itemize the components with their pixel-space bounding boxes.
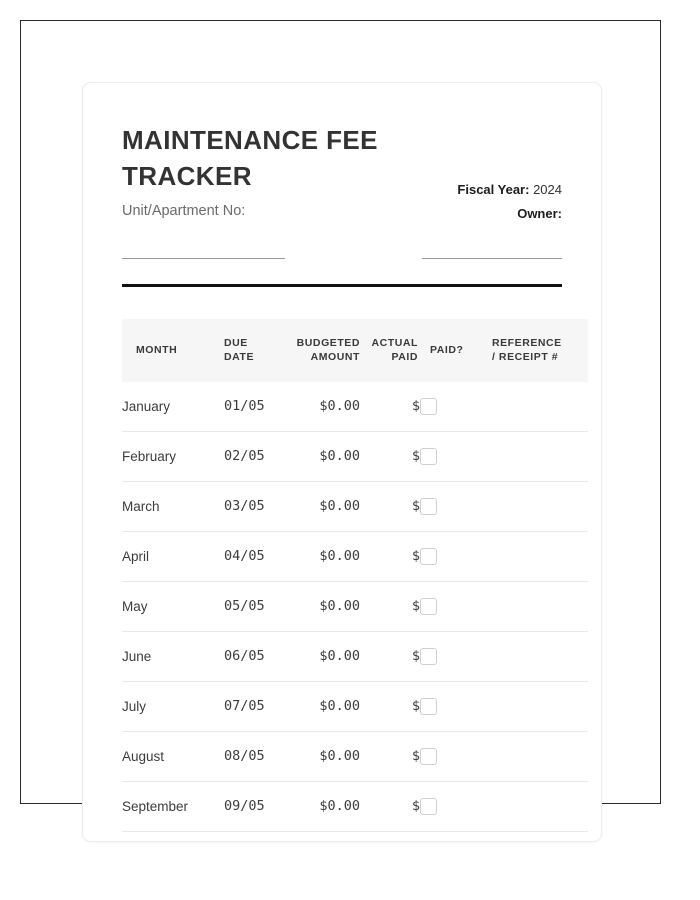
owner-field [457, 202, 562, 226]
header-divider [122, 284, 562, 287]
paid-checkbox[interactable] [420, 748, 437, 765]
cell-actual-paid[interactable]: $ [360, 531, 420, 581]
cell-reference[interactable] [482, 581, 588, 631]
table-row [122, 531, 588, 581]
cell-due-date[interactable]: 07/05 [224, 681, 286, 731]
cell-actual-paid[interactable]: $ [360, 431, 420, 481]
page-viewport [21, 21, 660, 815]
document-meta [457, 178, 562, 226]
cell-reference[interactable] [482, 681, 588, 731]
table-row [122, 581, 588, 631]
cell-due-date[interactable]: 01/05 [224, 382, 286, 432]
cell-budgeted[interactable]: $0.00 [286, 382, 360, 432]
unit-apartment-blank-line[interactable] [122, 258, 285, 259]
cell-actual-paid[interactable]: $ [360, 681, 420, 731]
cell-paid [420, 431, 482, 481]
fiscal-year-label: Fiscal Year: [457, 182, 530, 198]
paid-checkbox[interactable] [420, 798, 437, 815]
column-header-due-date-line1: DUE [224, 337, 248, 350]
cell-paid [420, 631, 482, 681]
cell-budgeted[interactable]: $0.00 [286, 731, 360, 781]
browser-window-frame [20, 20, 661, 815]
cell-reference[interactable] [482, 431, 588, 481]
paid-checkbox[interactable] [420, 548, 437, 565]
cell-actual-paid[interactable]: $ [360, 382, 420, 432]
cell-month[interactable]: April [122, 531, 224, 581]
cell-due-date[interactable]: 09/05 [224, 781, 286, 831]
table-row [122, 781, 588, 831]
maintenance-fee-table [122, 319, 588, 831]
cell-paid [420, 731, 482, 781]
cell-due-date[interactable]: 03/05 [224, 481, 286, 531]
cell-reference[interactable] [482, 481, 588, 531]
column-header-due-date [224, 319, 286, 381]
fill-in-rules [122, 258, 562, 270]
table-row [122, 731, 588, 781]
column-header-budgeted-amount [286, 319, 360, 381]
column-header-actual-line2: PAID [391, 351, 418, 364]
cell-reference[interactable] [482, 531, 588, 581]
column-header-paid [420, 319, 482, 381]
unit-apartment-label: Unit/Apartment No: [122, 203, 246, 220]
table-row [122, 382, 588, 432]
cell-actual-paid[interactable]: $ [360, 581, 420, 631]
document-header [122, 123, 562, 287]
column-header-actual-paid [360, 319, 420, 381]
cell-due-date[interactable]: 06/05 [224, 631, 286, 681]
paid-checkbox[interactable] [420, 398, 437, 415]
cell-actual-paid[interactable]: $ [360, 481, 420, 531]
cell-budgeted[interactable]: $0.00 [286, 531, 360, 581]
cell-month[interactable]: January [122, 382, 224, 432]
cell-due-date[interactable]: 08/05 [224, 731, 286, 781]
paid-checkbox[interactable] [420, 498, 437, 515]
paid-checkbox[interactable] [420, 648, 437, 665]
table-row [122, 481, 588, 531]
column-header-actual-line1: ACTUAL [371, 337, 418, 350]
cell-month[interactable]: August [122, 731, 224, 781]
cell-due-date[interactable]: 04/05 [224, 531, 286, 581]
column-header-due-date-line2: DATE [224, 351, 255, 364]
cell-due-date[interactable]: 02/05 [224, 431, 286, 481]
cell-paid [420, 382, 482, 432]
table-row [122, 681, 588, 731]
cell-actual-paid[interactable]: $ [360, 631, 420, 681]
page-title: MAINTENANCE FEE TRACKER [122, 125, 378, 191]
cell-budgeted[interactable]: $0.00 [286, 431, 360, 481]
cell-paid [420, 531, 482, 581]
fiscal-year-value[interactable]: 2024 [533, 182, 562, 198]
cell-budgeted[interactable]: $0.00 [286, 781, 360, 831]
cell-actual-paid[interactable]: $ [360, 731, 420, 781]
column-header-reference [482, 319, 588, 381]
cell-reference[interactable] [482, 382, 588, 432]
paid-checkbox[interactable] [420, 598, 437, 615]
cell-paid [420, 781, 482, 831]
cell-actual-paid[interactable]: $ [360, 781, 420, 831]
cell-budgeted[interactable]: $0.00 [286, 481, 360, 531]
table-body [122, 382, 588, 832]
owner-label: Owner: [517, 206, 562, 222]
meta-row [122, 182, 562, 252]
column-header-paid-label: PAID? [430, 344, 464, 357]
table-row [122, 431, 588, 481]
cell-budgeted[interactable]: $0.00 [286, 681, 360, 731]
table-header [122, 319, 588, 381]
column-header-budgeted-line1: BUDGETED [296, 337, 360, 350]
column-header-reference-line2: / RECEIPT # [492, 351, 559, 364]
cell-month[interactable]: May [122, 581, 224, 631]
paid-checkbox[interactable] [420, 698, 437, 715]
table-header-row [122, 319, 588, 381]
column-header-reference-line1: REFERENCE [492, 337, 562, 350]
table-row [122, 631, 588, 681]
column-header-month [122, 319, 224, 381]
cell-reference[interactable] [482, 631, 588, 681]
cell-budgeted[interactable]: $0.00 [286, 631, 360, 681]
paid-checkbox[interactable] [420, 448, 437, 465]
cell-month[interactable]: March [122, 481, 224, 531]
fiscal-year-field [457, 178, 562, 202]
cell-reference[interactable] [482, 731, 588, 781]
document-card [82, 82, 602, 842]
cell-due-date[interactable]: 05/05 [224, 581, 286, 631]
column-header-budgeted-line2: AMOUNT [310, 351, 360, 364]
cell-month[interactable]: February [122, 431, 224, 481]
cell-paid [420, 581, 482, 631]
cell-paid [420, 681, 482, 731]
cell-month[interactable]: September [122, 781, 224, 831]
cell-budgeted[interactable]: $0.00 [286, 581, 360, 631]
column-header-month-label: MONTH [136, 344, 178, 357]
cell-month[interactable]: July [122, 681, 224, 731]
cell-month[interactable]: June [122, 631, 224, 681]
cell-paid [420, 481, 482, 531]
owner-blank-line[interactable] [422, 258, 562, 259]
cell-reference[interactable] [482, 781, 588, 831]
